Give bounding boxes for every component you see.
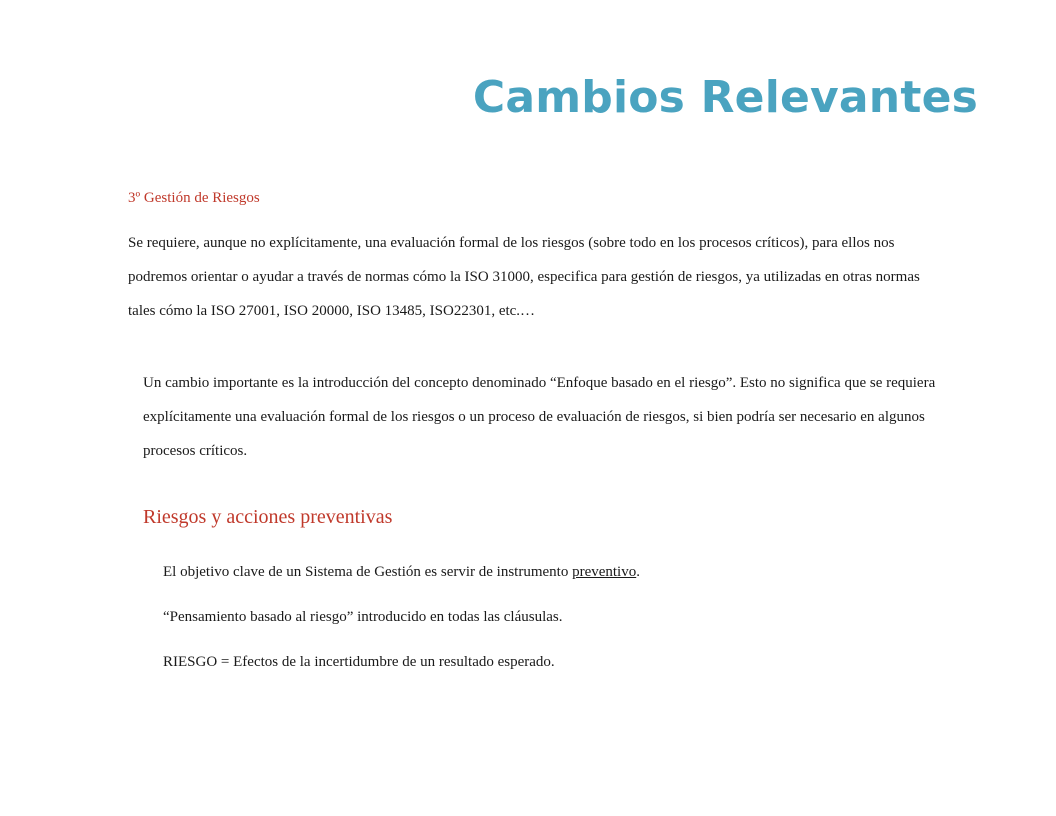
- section-heading: 3º Gestión de Riesgos: [128, 190, 260, 206]
- bullet-paragraph: [120, 366, 950, 468]
- list-item-text: “Pensamiento basado al riesgo” introducido en todas las cláusulas.: [163, 609, 563, 625]
- page-title: Cambios Relevantes: [472, 72, 978, 123]
- bullet-paragraph-text: Un cambio importante es la introducción del concepto denominado “Enfoque basado en el riesgo”. Esto no significa que se requiera explícitamente una evaluación formal de los riesgos o un proceso de evaluación de riesgos, si bien podría ser necesario en algunos procesos críticos.: [143, 375, 936, 459]
- list-item-text: El objetivo clave de un Sistema de Gestión es servir de instrumento: [163, 564, 573, 580]
- intro-paragraph: Se requiere, aunque no explícitamente, una evaluación formal de los riesgos (sobre todo en los procesos críticos), para ellos nos podremos orientar o ayudar a través de normas cómo la ISO 31000, especifica para gestión de riesgos, ya utilizadas en otras normas tales cómo la ISO 27001, ISO 20000, ISO 13485, ISO22301, etc.…: [128, 235, 920, 319]
- list-item-underlined-text: preventivo: [572, 564, 637, 580]
- bullet-list: [143, 560, 943, 695]
- list-item-text-end: .: [636, 564, 640, 580]
- list-item: [143, 605, 943, 629]
- subsection-heading: Riesgos y acciones preventivas: [143, 506, 393, 528]
- list-item: [143, 560, 943, 584]
- list-item-text: RIESGO = Efectos de la incertidumbre de un resultado esperado.: [163, 654, 555, 670]
- list-item: [143, 650, 943, 674]
